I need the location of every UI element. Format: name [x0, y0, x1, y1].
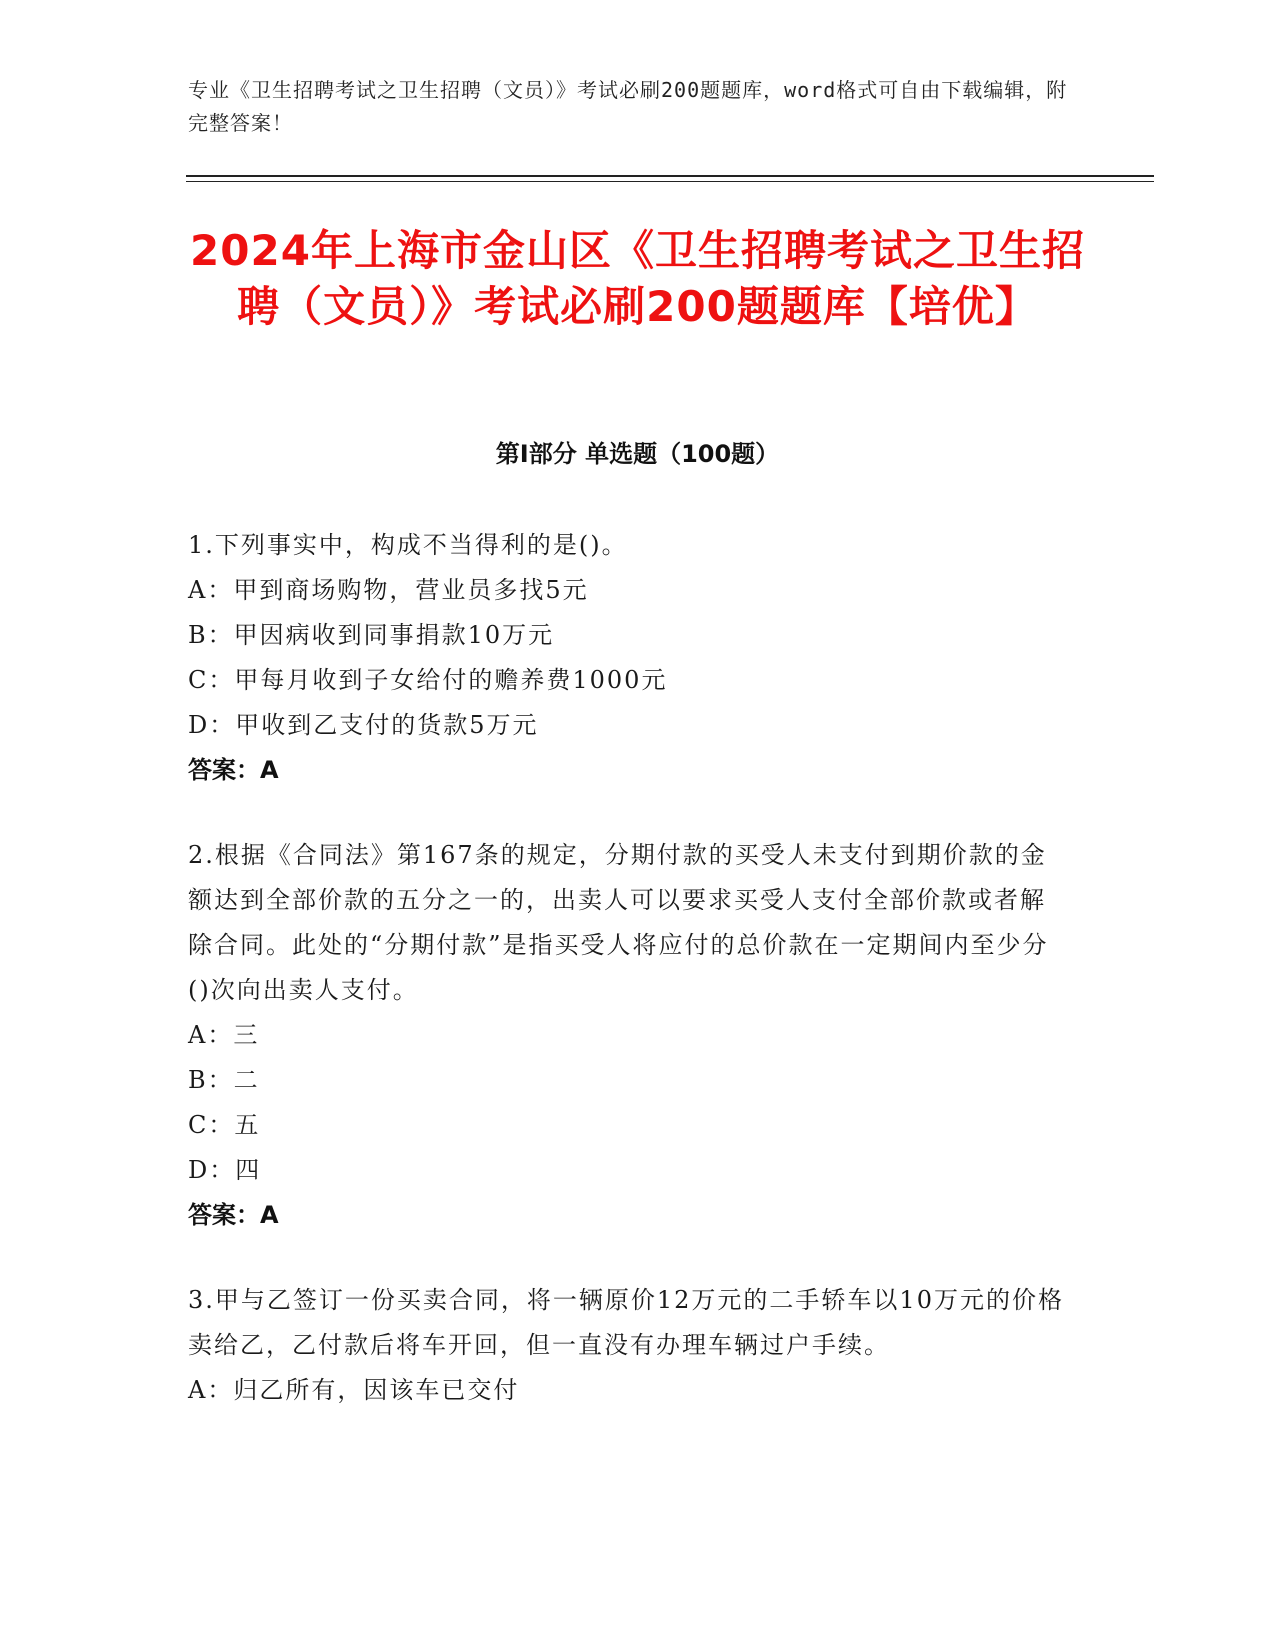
option-d: D：甲收到乙支付的货款5万元	[188, 711, 539, 739]
question-stem: 3.甲与乙签订一份买卖合同，将一辆原价12万元的二手轿车以10万元的价格卖给乙，乙付款后将车开回，但一直没有办理车辆过户手续。	[188, 1286, 1064, 1359]
option-a: A：三	[188, 1021, 260, 1049]
option-d: D：四	[188, 1156, 262, 1184]
option-b: B：二	[188, 1066, 260, 1094]
option-c: C：五	[188, 1111, 261, 1139]
answer: 答案：A	[188, 1201, 279, 1229]
question-stem: 2.根据《合同法》第167条的规定，分期付款的买受人未支付到期价款的金额达到全部价款的五分之一的，出卖人可以要求买受人支付全部价款或者解除合同。此处的“分期付款”是指买受人将应付的总价款在一定期间内至少分()次向出卖人支付。	[188, 841, 1049, 1004]
document-title: 2024年上海市金山区《卫生招聘考试之卫生招聘（文员）》考试必刷200题题库【培优】	[190, 226, 1085, 331]
question-2	[188, 833, 1068, 1238]
option-a: A：归乙所有，因该车已交付	[188, 1376, 520, 1404]
question-stem: 1.下列事实中，构成不当得利的是()。	[188, 531, 628, 559]
option-b: B：甲因病收到同事捐款10万元	[188, 621, 555, 649]
option-a: A：甲到商场购物，营业员多找5元	[188, 576, 589, 604]
option-c: C：甲每月收到子女给付的赡养费1000元	[188, 666, 668, 694]
header-divider-thick	[186, 175, 1154, 177]
question-3	[188, 1278, 1068, 1413]
header-note: 专业《卫生招聘考试之卫生招聘（文员）》考试必刷200题题库，word格式可自由下载编辑，附完整答案！	[188, 78, 1068, 135]
header-divider-thin	[186, 181, 1154, 182]
question-1	[188, 523, 1068, 793]
answer: 答案：A	[188, 756, 279, 784]
section-heading: 第Ⅰ部分 单选题（100题）	[495, 440, 780, 468]
question-list	[188, 523, 1068, 1453]
